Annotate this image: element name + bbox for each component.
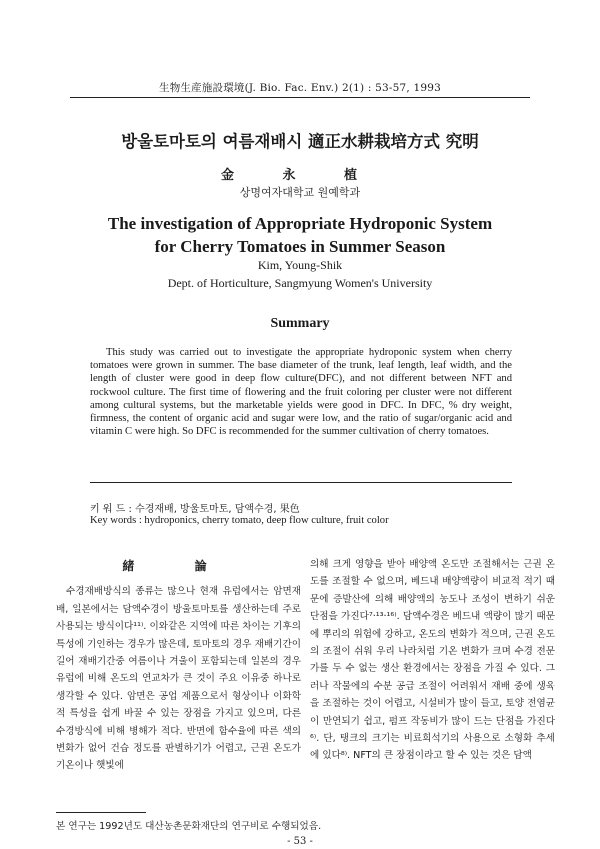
journal-header: 生物生産施設環境(J. Bio. Fac. Env.) 2(1) : 53-57, 1993 [159,82,441,94]
summary-text: This study was carried out to investigate the appropriate hydroponic system when cherry tomatoes were grown in summer. The base diameter of the trunk, leaf length, leaf width, and the length of cluster were good in deep flow culture(DFC), and not different between NFT and rockwool culture. The first time of flowering and the fruit coloring per cluster were not different among cultural systems, but the marketable yields were good in DFC. In DFC, % dry weight, firmness, the content of organic acid and sugar were low, and the ratio of sugar/organic acid and vitamin C were high. So DFC is recommended for the summer cultivation of cherry tomatoes. [90,347,512,438]
keywords-english: Key words : hydroponics, cherry tomato, deep flow culture, fruit color [90,515,389,526]
header-divider [70,97,530,98]
keywords-korean: 키 워 드 : 수경재배, 방울토마토, 담액수경, 果色 [90,504,300,515]
summary-heading: Summary [270,316,330,331]
english-title [40,212,560,258]
english-affiliation: Dept. of Horticulture, Sangmyung Women's University [167,276,433,290]
introduction-heading: 緒 論 [122,559,235,573]
english-title-line1: The investigation of Appropriate Hydroponic System [107,214,493,233]
funding-footnote: 본 연구는 1992년도 대산농촌문화재단의 연구비로 수행되었음. [56,821,322,832]
left-column [56,558,301,816]
page-number: - 53 - [287,836,313,847]
korean-title: 방울토마토의 여름재배시 適正水耕栽培方式 究明 [121,132,479,151]
english-author: Kim, Young-Shik [257,258,343,272]
footnote-divider [56,812,146,813]
korean-affiliation: 상명여자대학교 원예학과 [239,186,361,199]
keywords-divider [90,482,512,483]
right-column [310,556,555,826]
english-title-line2: for Cherry Tomatoes in Summer Season [154,237,446,256]
introduction-paragraph-left: 수경재배방식의 종류는 많으나 현재 유럽에서는 암면재배, 일본에서는 담액수경이 방울토마토를 생산하는데 주로 사용되는 방식이다¹¹⁾. 이와같은 지역에 따른 차이는 기후의 특성에 기인하는 경우가 많은데, 토마토의 경우 재배기간이 길어 재배기간중 여름이나 겨울이 포함되는데 일본의 경우 유럽에 비해 온도의 연교차가 큰 것이 주요 이유중 하나로 생각할 수 있다. 암면은 공업 제품으로서 형상이나 이화학적 특성을 쉽게 바꿀 수 있는 장점을 가지고 있으며, 다른 수경방식에 비해 병해가 적다. 반면에 함수율에 따른 색의 변화가 없어 건습 정도를 판별하기가 어렵고, 근권 온도가 기온이나 햇빛에 [56,586,301,772]
korean-author: 金 永 植 [220,168,380,183]
introduction-paragraph-right: 의해 크게 영향을 받아 배양액 온도만 조절해서는 근권 온도를 조절할 수 없으며, 베드내 배양액량이 비교적 적기 때문에 증발산에 의해 배양액의 농도나 조성이 변하기 쉬운 단점을 가진다⁷·¹³·¹⁶⁾. 담액수경은 베드내 액량이 많기 때문에 뿌리의 위험에 강하고, 온도의 변화가 적으며, 근권 온도의 조절이 쉬워 우리 나라처럼 기온 변화가 크며 수경 전문가를 두 수 없는 생산 환경에서는 장점을 가질 수 있다. 그러나 작물에의 수분 공급 조절이 어려워서 재배 중에 생육을 조절하는 것이 어렵고, 시설비가 많이 들고, 토양 전염균이 만연되기 쉽고, 펌프 작동비가 많이 드는 단점을 가진다⁶⁾. 단, 탱크의 크기는 비료희석기의 사용으로 소형화 추세에 있다⁸⁾. NFT의 큰 장점이라고 할 수 있는 것은 담액 [310,559,555,762]
